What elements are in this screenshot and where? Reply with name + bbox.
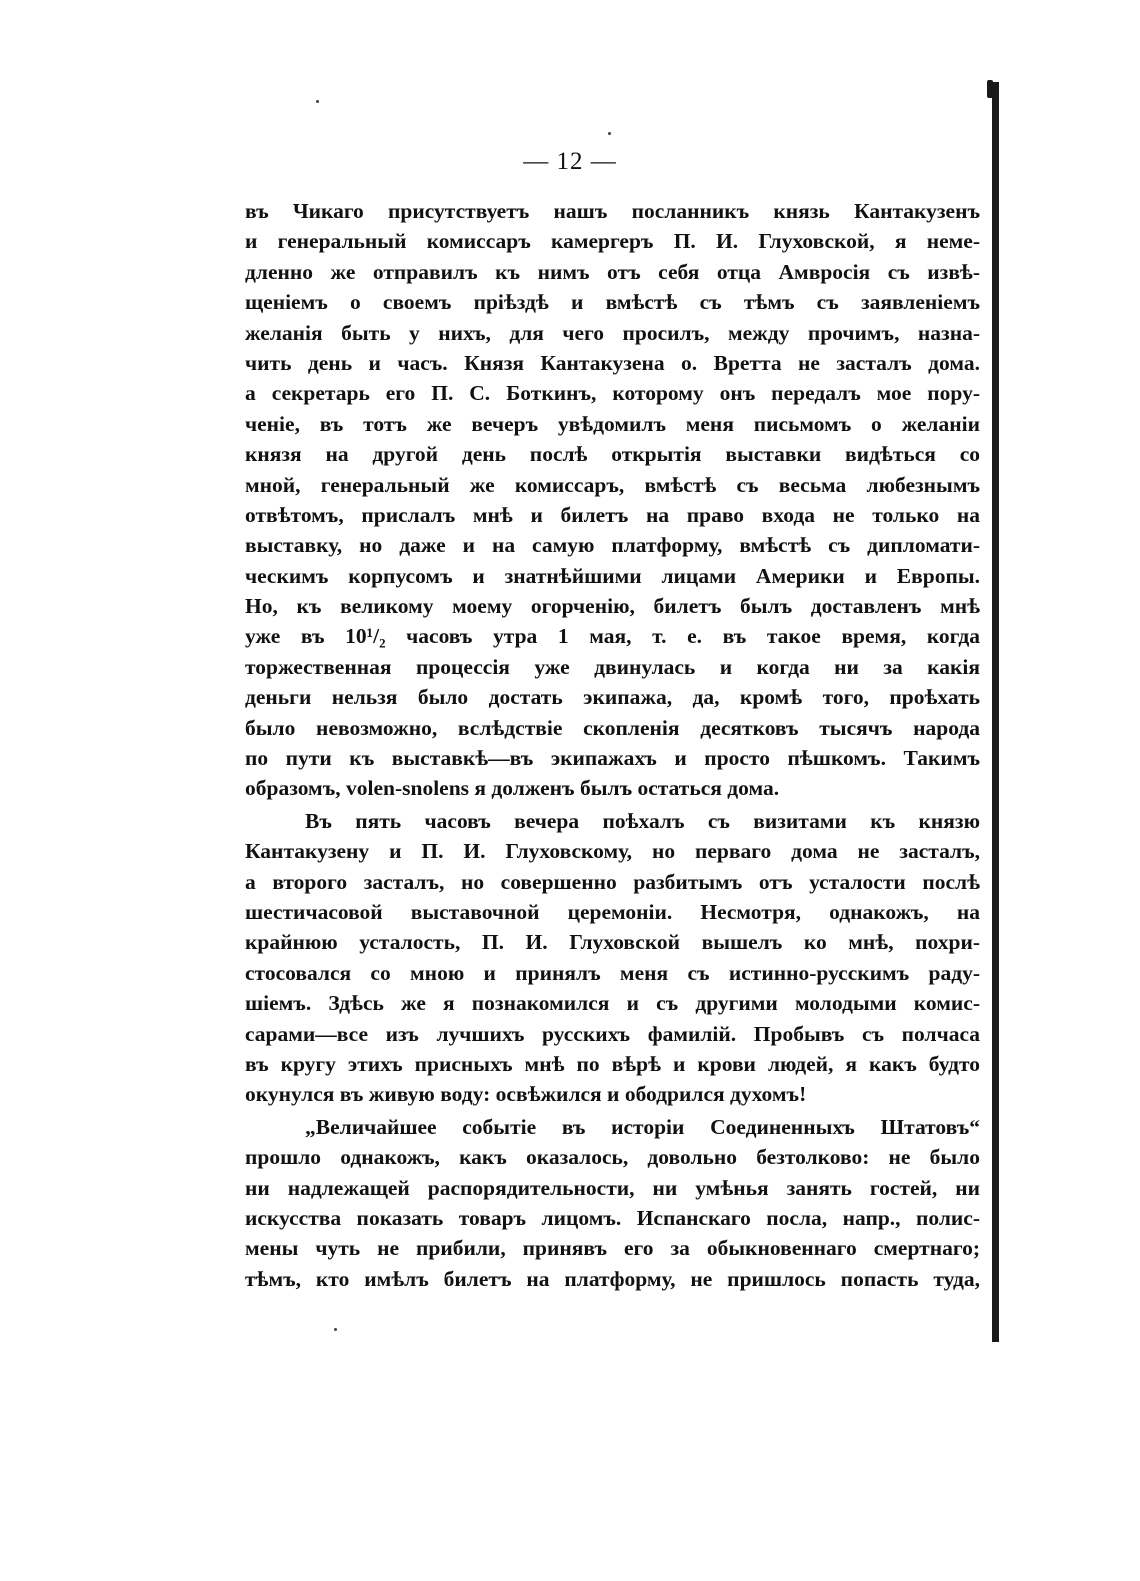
text-line: желанія быть у нихъ, для чего просилъ, между прочимъ, назна- <box>245 320 980 345</box>
text-line: уже въ 10¹/₂ часовъ утра 1 мая, т. е. въ такое время, когда <box>245 624 980 649</box>
text-line: Кантакузену и П. И. Глуховскому, но перваго дома не засталъ, <box>245 839 980 864</box>
text-line: сарами—все изъ лучшихъ русскихъ фамилій. Пробывъ съ полчаса <box>245 1021 980 1046</box>
text-line: мной, генеральный же комиссаръ, вмѣстѣ съ весьма любезнымъ <box>245 472 980 497</box>
print-speck <box>334 1328 337 1331</box>
text-line: щеніемъ о своемъ пріѣздѣ и вмѣстѣ съ тѣмъ съ заявленіемъ <box>245 290 980 315</box>
text-line: дленно же отправилъ къ нимъ отъ себя отца Амвросія съ извѣ- <box>245 259 980 284</box>
paragraph-2 <box>245 806 980 1110</box>
print-speck <box>316 100 319 103</box>
paragraph-1 <box>245 196 980 804</box>
text-line: окунулся въ живую воду: освѣжился и ободрился духомъ! <box>245 1082 807 1107</box>
text-line: ческимъ корпусомъ и знатнѣйшими лицами Америки и Европы. <box>245 563 980 588</box>
print-speck <box>608 132 611 135</box>
text-line: въ Чикаго присутствуетъ нашъ посланникъ князь Кантакузенъ <box>245 199 980 223</box>
text-line: „Величайшее событіе въ исторіи Соединенныхъ Штатовъ“ <box>305 1114 980 1139</box>
text-line: торжественная процессія уже двинулась и когда ни за какія <box>245 654 980 679</box>
text-line: а второго засталъ, но совершенно разбитымъ отъ усталости послѣ <box>245 869 980 894</box>
page-edge-shadow <box>992 82 999 1342</box>
text-line: а секретарь его П. С. Боткинъ, которому онъ передалъ мое пору- <box>245 381 980 406</box>
body-text <box>245 196 980 1294</box>
text-line: выставку, но даже и на самую платформу, вмѣстѣ съ дипломати- <box>245 533 980 558</box>
text-line: тѣмъ, кто имѣлъ билетъ на платформу, не пришлось попасть туда, <box>245 1266 980 1291</box>
text-line: ченіе, въ тотъ же вечеръ увѣдомилъ меня письмомъ о желаніи <box>245 411 980 436</box>
text-line: шестичасовой выставочной церемоніи. Несмотря, однакожъ, на <box>245 899 980 924</box>
text-line: деньги нельзя было достать экипажа, да, кромѣ того, проѣхать <box>245 685 980 710</box>
text-line: крайнюю усталость, П. И. Глуховской вышелъ ко мнѣ, похри- <box>245 930 980 955</box>
text-line: отвѣтомъ, прислалъ мнѣ и билетъ на право входа не только на <box>245 502 980 527</box>
text-line: образомъ, volen-snolens я долженъ былъ остаться дома. <box>245 776 780 801</box>
text-line: мены чуть не прибили, принявъ его за обыкновеннаго смертнаго; <box>245 1236 980 1261</box>
text-line: Но, къ великому моему огорченію, билетъ былъ доставленъ мнѣ <box>245 594 980 619</box>
text-line: чить день и часъ. Князя Кантакузена о. Вретта не засталъ дома. <box>245 350 980 375</box>
text-line: и генеральный комиссаръ камергеръ П. И. Глуховской, я неме- <box>245 229 980 254</box>
text-line: въ кругу этихъ присныхъ мнѣ по вѣрѣ и крови людей, я какъ будто <box>245 1051 980 1076</box>
text-line: прошло однакожъ, какъ оказалось, довольно безтолково: не было <box>245 1145 980 1170</box>
text-line: Въ пять часовъ вечера поѣхалъ съ визитами къ князю <box>305 808 980 833</box>
text-line: искусства показать товаръ лицомъ. Испанскаго посла, напр., полис- <box>245 1205 980 1230</box>
text-line: было невозможно, вслѣдствіе скопленія десятковъ тысячъ народа <box>245 715 980 740</box>
page-number: — 12 — <box>523 148 617 175</box>
paragraph-3 <box>245 1112 980 1294</box>
text-line: стосовался со мною и принялъ меня съ истинно-русскимъ раду- <box>245 960 980 985</box>
text-line: ни надлежащей распорядительности, ни умѣнья занять гостей, ни <box>245 1175 980 1200</box>
text-line: князя на другой день послѣ открытія выставки видѣться со <box>245 442 980 467</box>
text-line: по пути къ выставкѣ—въ экипажахъ и просто пѣшкомъ. Такимъ <box>245 746 980 771</box>
text-line: шіемъ. Здѣсь же я познакомился и съ другими молодыми комис- <box>245 991 980 1016</box>
